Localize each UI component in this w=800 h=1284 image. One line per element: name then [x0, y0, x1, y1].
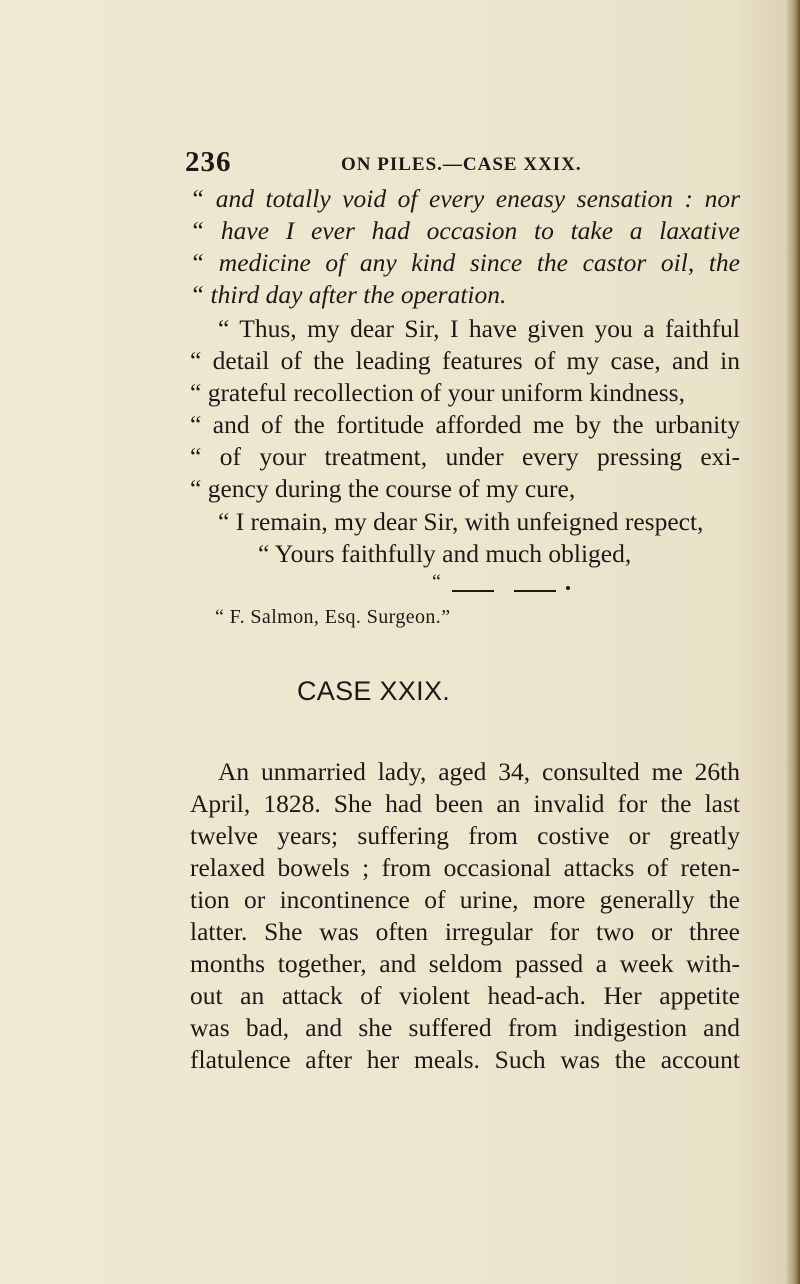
page-number: 236 — [185, 146, 232, 178]
case-heading: CASE XXIX. — [297, 676, 451, 706]
signature-period — [566, 586, 570, 590]
case-paragraph-line: flatulence after her meals. Such was the account — [190, 1045, 740, 1074]
case-paragraph-line: latter. She was often irregular for two or three — [190, 917, 740, 946]
letter-addressee: “ F. Salmon, Esq. Surgeon.” — [215, 606, 451, 628]
running-title: ON PILES.—CASE XXIX. — [341, 154, 582, 175]
letter-italic-line: “ have I ever had occasion to take a laxative — [190, 216, 740, 245]
letter-italic-line: “ medicine of any kind since the castor oil, the — [190, 248, 740, 277]
case-paragraph-line: April, 1828. She had been an invalid for the last — [190, 789, 740, 818]
letter-body-line: “ gency during the course of my cure, — [190, 474, 576, 503]
page-header — [185, 146, 745, 182]
case-paragraph-line: out an attack of violent head-ach. Her appetite — [190, 981, 740, 1010]
signature-blank — [432, 571, 582, 601]
case-paragraph-line: twelve years; suffering from costive or greatly — [190, 821, 740, 850]
letter-body-line: “ and of the fortitude afforded me by the urbanity — [190, 410, 740, 439]
case-paragraph-line: months together, and seldom passed a week with- — [190, 949, 740, 978]
letter-italic-line: “ third day after the operation. — [190, 280, 507, 309]
letter-body-line: “ grateful recollection of your uniform kindness, — [190, 378, 685, 407]
letter-body-line: “ detail of the leading features of my case, and in — [190, 346, 740, 375]
letter-body-line: “ Thus, my dear Sir, I have given you a faithful — [218, 314, 740, 343]
letter-closing-line: “ Yours faithfully and much obliged, — [258, 539, 632, 568]
signature-dash — [514, 590, 556, 592]
signature-quote-mark: “ — [432, 571, 441, 593]
case-paragraph-line: was bad, and she suffered from indigestion and — [190, 1013, 740, 1042]
page-edge-shadow — [786, 0, 800, 1284]
letter-italic-line: “ and totally void of every eneasy sensation : nor — [190, 184, 740, 213]
case-paragraph-line: tion or incontinence of urine, more generally the — [190, 885, 740, 914]
letter-closing-line: “ I remain, my dear Sir, with unfeigned respect, — [218, 507, 704, 536]
case-paragraph-line: An unmarried lady, aged 34, consulted me 26th — [218, 757, 740, 786]
case-paragraph-line: relaxed bowels ; from occasional attacks of reten- — [190, 853, 740, 882]
signature-dash — [452, 590, 494, 592]
letter-body-line: “ of your treatment, under every pressing exi- — [190, 442, 740, 471]
